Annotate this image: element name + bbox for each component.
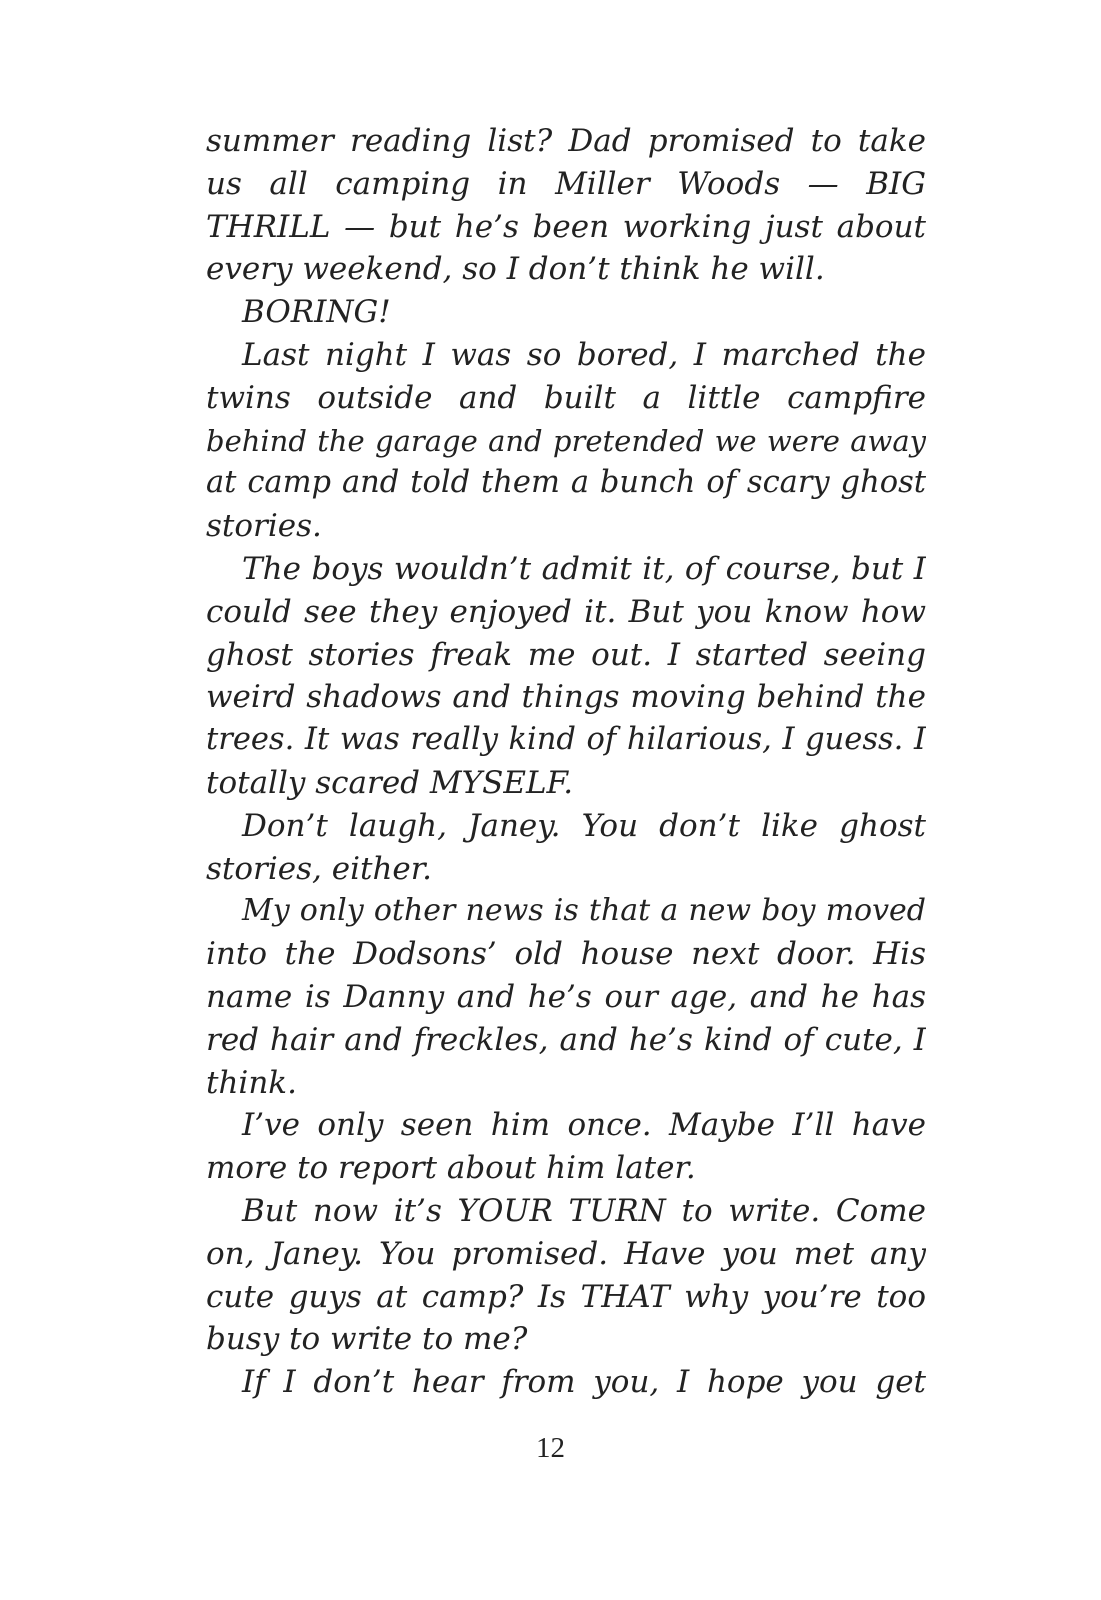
text-line: Don’t laugh, Janey. You don’t like ghost (242, 807, 926, 844)
text-line: stories, either. (206, 850, 433, 887)
text-line: ghost stories freak me out. I started seeing (206, 636, 926, 673)
text-line: every weekend, so I don’t think he will. (206, 251, 825, 288)
body-text (206, 120, 926, 1404)
text-line: twins outside and built a little campfire (206, 379, 926, 416)
text-line: The boys wouldn’t admit it, of course, but I (242, 550, 926, 587)
text-line: could see they enjoyed it. But you know how (206, 593, 926, 630)
text-line: THRILL — but he’s been working just about (206, 208, 926, 245)
text-line: I’ve only seen him once. Maybe I’ll have (242, 1107, 926, 1144)
text-line: totally scared MYSELF. (206, 764, 574, 801)
text-line: busy to write to me? (206, 1321, 528, 1358)
text-line: stories. (206, 508, 322, 545)
text-line: trees. It was really kind of hilarious, I guess. I (206, 722, 926, 758)
text-line: more to report about him later. (206, 1150, 696, 1187)
text-line: BORING! (242, 294, 391, 331)
text-line: Last night I was so bored, I marched the (242, 336, 926, 373)
text-line: My only other news is that a new boy moved (242, 893, 926, 929)
text-line: summer reading list? Dad promised to take (206, 123, 926, 159)
text-line: red hair and freckles, and he’s kind of cute, I (206, 1021, 926, 1058)
text-line: behind the garage and pretended we were away (206, 423, 926, 458)
text-line: think. (206, 1064, 297, 1101)
text-line: weird shadows and things moving behind the (206, 679, 926, 716)
text-line: name is Danny and he’s our age, and he has (206, 978, 926, 1015)
text-line: cute guys at camp? Is THAT why you’re too (206, 1278, 926, 1315)
page-number: 12 (536, 1432, 565, 1464)
text-line: us all camping in Miller Woods — BIG (206, 165, 926, 202)
text-line: But now it’s YOUR TURN to write. Come (242, 1192, 926, 1229)
text-line: on, Janey. You promised. Have you met any (206, 1235, 926, 1272)
text-line: If I don’t hear from you, I hope you get (242, 1364, 926, 1401)
text-line: at camp and told them a bunch of scary ghost (206, 465, 926, 501)
text-line: into the Dodsons’ old house next door. His (206, 936, 926, 973)
